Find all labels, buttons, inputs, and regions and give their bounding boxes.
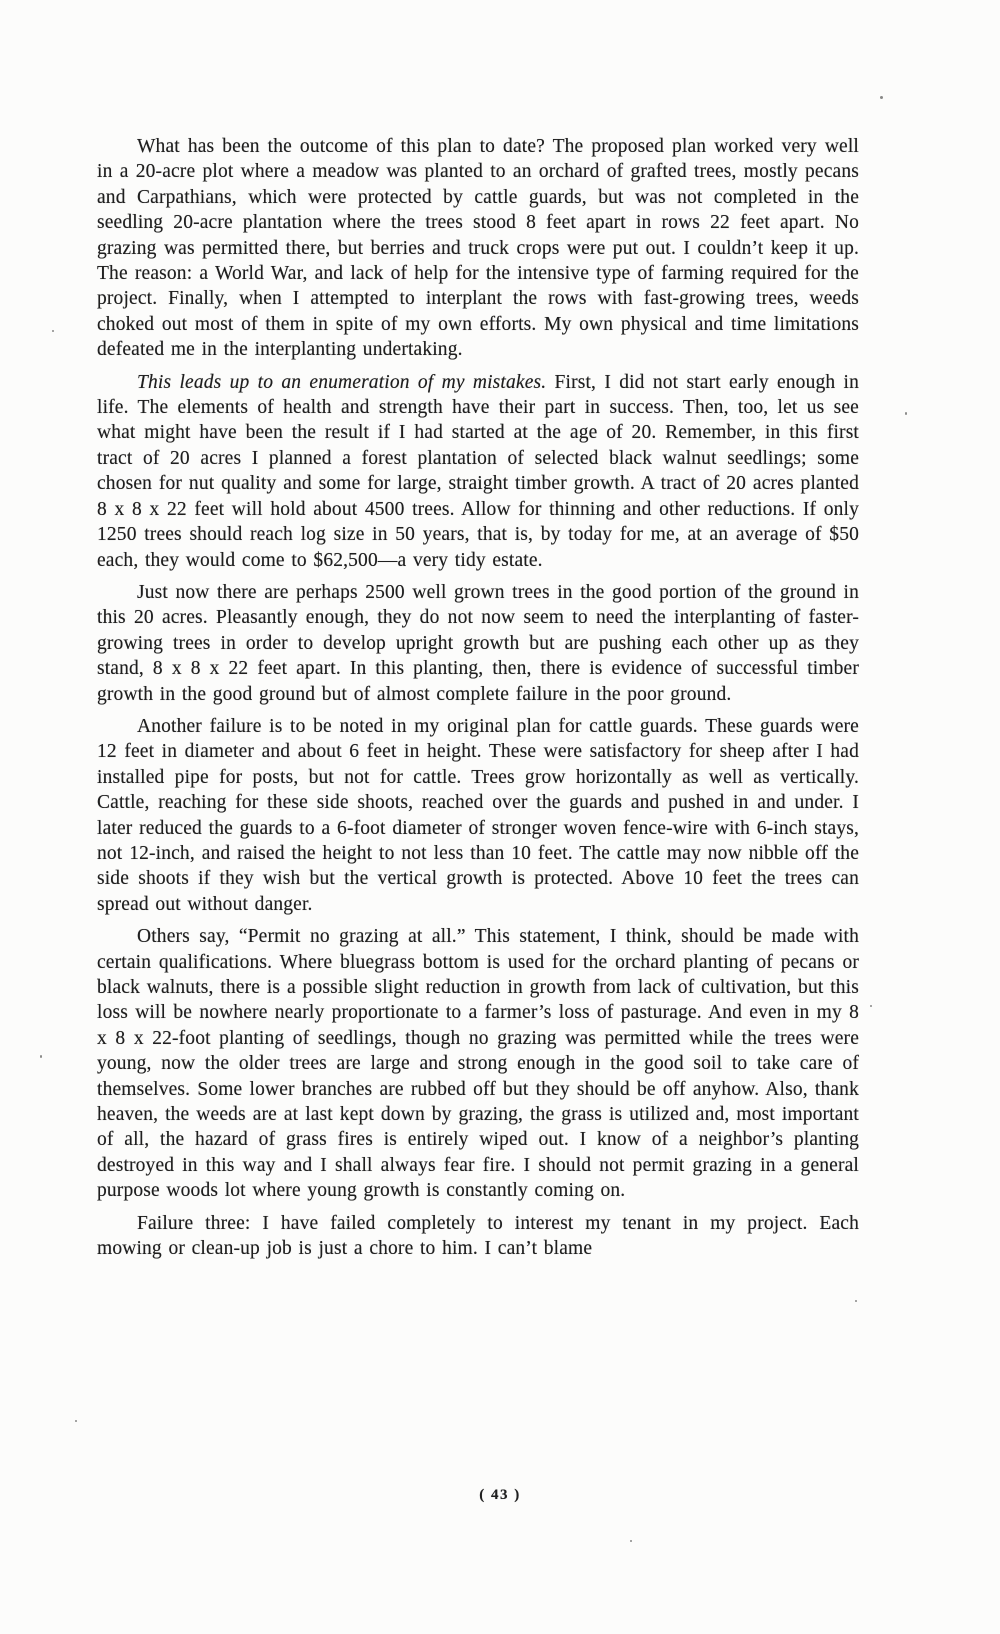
scan-speck — [630, 1540, 632, 1542]
text-segment: What has been the outcome of this plan to date? The proposed plan worked very well in a 20-acre plot where a meadow was planted to an orchard of grafted trees, mostly pecans and Carpathians, which were protected by cattle guards, but was not completed in the seedling 20-acre plantation where the trees stood 8 feet apart in rows 22 feet apart. No grazing was permitted there, but berries and truck crops were put out. I couldn’t keep it up. The reason: a World War, and lack of help for the intensive type of farming required for the project. Finally, when I attempted to interplant the rows with fast-growing trees, weeds choked out most of them in spite of my own efforts. My own physical and time limitations defeated me in the interplanting undertaking. — [97, 136, 859, 361]
scan-speck — [75, 1420, 77, 1422]
italic-text-segment: This leads up to an enumeration of my mistakes. — [137, 371, 547, 393]
text-segment: Failure three: I have failed completely to interest my tenant in my project. Each mowing or clean-up job is just a chore to him. I can’t blame — [97, 1212, 859, 1260]
paragraph — [97, 714, 859, 917]
scan-speck — [870, 1005, 872, 1007]
scan-speck — [905, 412, 907, 415]
paragraph — [97, 370, 859, 573]
text-segment: Others say, “Permit no grazing at all.” This statement, I think, should be made with certain qualifications. Where bluegrass bottom is used for the orchard planting of pecans or black walnuts, there is a possible slight reduction in growth from lack of cultivation, but this loss will be nowhere nearly proportionate to a farmer’s loss of pasturage. And even in my 8 x 8 x 22-foot planting of seedlings, though no grazing was permitted while the trees were young, now the older trees are large and strong enough in the good soil to take care of themselves. Some lower branches are rubbed off but they should be off anyhow. Also, thank heaven, the weeds are at last kept down by grazing, the grass is utilized and, most important of all, the hazard of grass fires is entirely wiped out. I know of a neighbor’s planting destroyed in this way and I shall always fear fire. I should not permit grazing in a general purpose woods lot where young growth is constantly coming on. — [97, 926, 859, 1202]
paragraph — [97, 924, 859, 1203]
text-segment: Another failure is to be noted in my original plan for cattle guards. These guards were 12 feet in diameter and about 6 feet in height. These were satisfactory for sheep after I had installed pipe for posts, but not for cattle. Trees grow horizontally as well as vertically. Cattle, reaching for these side shoots, reached over the guards and pushed in and under. I later reduced the guards to a 6-foot diameter of stronger woven fence-wire with 6-inch stays, not 12-inch, and raised the height to not less than 10 feet. The cattle may now nibble off the side shoots if they wish but the vertical growth is protected. Above 10 feet the trees can spread out without danger. — [97, 715, 859, 915]
paragraph — [97, 580, 859, 707]
page-number: ( 43 ) — [479, 1487, 521, 1503]
text-segment: First, I did not start early enough in life. The elements of health and strength have their part in success. Then, too, let us see what might have been the result if I had started at the age of 20. Remember, in this first tract of 20 acres I planned a forest plantation of selected black walnut seedlings; some chosen for nut quality and some for large, straight timber growth. A tract of 20 acres planted 8 x 8 x 22 feet will hold about 4500 trees. Allow for thinning and other reductions. If only 1250 trees should reach log size in 50 years, that is, by today for me, at an average of $50 each, they would come to $62,500—a very tidy estate. — [97, 371, 859, 571]
scan-speck — [855, 1300, 857, 1302]
body-text — [97, 134, 859, 1268]
paragraph — [97, 134, 859, 363]
paragraph — [97, 1211, 859, 1262]
text-segment: Just now there are perhaps 2500 well grown trees in the good portion of the ground in this 20 acres. Pleasantly enough, they do not now seem to need the interplanting of faster-growing trees in order to develop upright growth but are pushing each other up as they stand, 8 x 8 x 22 feet apart. In this planting, then, there is evidence of successful timber growth in the good ground but of almost complete failure in the poor ground. — [97, 581, 859, 705]
scan-speck — [40, 1055, 42, 1058]
scan-speck — [880, 96, 883, 99]
scan-speck — [52, 330, 54, 332]
